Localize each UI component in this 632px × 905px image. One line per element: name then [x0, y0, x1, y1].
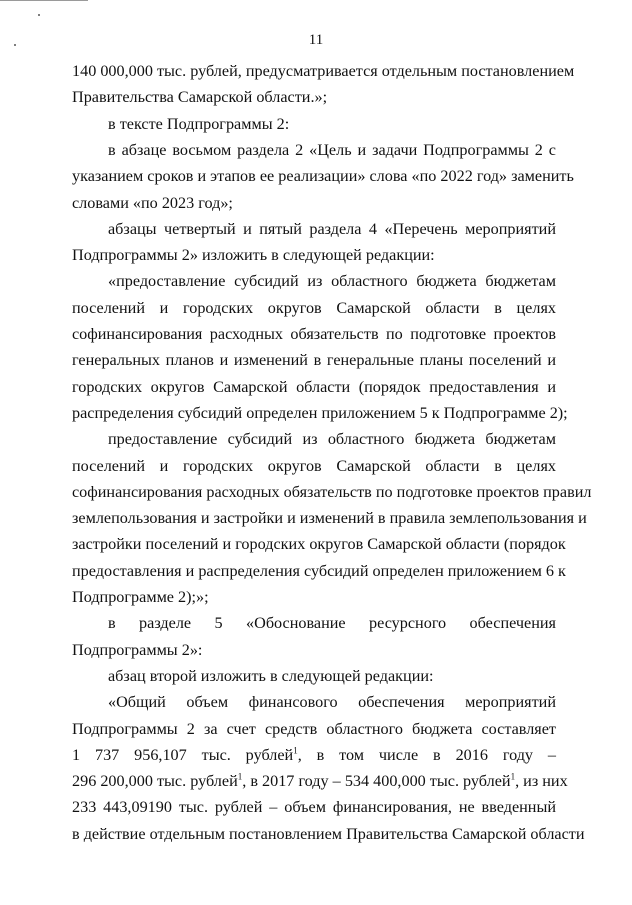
footnote-marker: 1 [293, 745, 298, 756]
text-line: 140 000,000 тыс. рублей, предусматривается отдельным постановлением [72, 62, 575, 80]
text-line: Подпрограммы 2»: [72, 640, 203, 659]
text-line: указанием сроков и этапов ее реализации» слова «по 2022 год» заменить [72, 167, 574, 186]
text-line: «предоставление субсидий из областного бюджета бюджетам [108, 272, 556, 291]
text-line: 233 443,09190 тыс. рублей – объем финансирования, не введенный [72, 798, 556, 817]
text-line: софинансирования расходных обязательств по подготовке проектов правил [72, 482, 592, 501]
text-line: 1 737 956,107 тыс. рублей$^1$, в том числе в 2016 году – [72, 745, 556, 764]
text-line: Правительства Самарской области.»; [72, 88, 328, 107]
page-number: 11 [308, 32, 324, 48]
text-line: городских округов Самарской области (порядок предоставления и [72, 377, 556, 396]
text-line: поселений и городских округов Самарской области в целях [72, 456, 556, 475]
text-line: распределения субсидий определен приложением 5 к Подпрограмме 2); [72, 403, 568, 422]
text-line: Подпрограммы 2 за счет средств областного бюджета составляет [72, 719, 556, 738]
footnote-marker: 1 [237, 771, 243, 782]
text-line: предоставление субсидий из областного бюджета бюджетам [108, 430, 556, 449]
text-line: Подпрограммы 2» изложить в следующей редакции: [72, 246, 435, 265]
text-line: застройки поселений и городских округов Самарской области (порядок [72, 535, 566, 554]
text-line: абзацы четвертый и пятый раздела 4 «Перечень мероприятий [108, 219, 556, 238]
text-line: «Общий объем финансового обеспечения мероприятий [108, 693, 556, 712]
text-line: абзац второй изложить в следующей редакции: [108, 666, 434, 685]
text-line: в тексте Подпрограммы 2: [108, 114, 290, 133]
text-line: поселений и городских округов Самарской области в целях [72, 298, 556, 317]
text-line: генеральных планов и изменений в генеральные планы поселений и [72, 351, 556, 370]
footnote-marker: 1 [510, 771, 516, 782]
text-line: в действие отдельным постановлением Правительства Самарской области [72, 824, 585, 843]
text-line: словами «по 2023 год»; [72, 193, 233, 212]
text-line: предоставления и распределения субсидий определен приложением 6 к [72, 561, 566, 580]
text-line: софинансирования расходных обязательств по подготовке проектов [72, 325, 556, 343]
text-line: 296 200,000 тыс. рублей$^1$, в 2017 году – 534 400,000 тыс. рублей$^1$, из них [72, 771, 568, 791]
text-line: в абзаце восьмом раздела 2 «Цель и задачи Подпрограммы 2 с [108, 140, 556, 159]
scan-edge-line [0, 0, 88, 1]
text-line: в разделе 5 «Обоснование ресурсного обеспечения [108, 614, 556, 633]
scan-speck [38, 14, 40, 16]
text-line: Подпрограмме 2);»; [72, 588, 209, 606]
text-line: землепользования и застройки и изменений в правила землепользования и [72, 509, 587, 528]
